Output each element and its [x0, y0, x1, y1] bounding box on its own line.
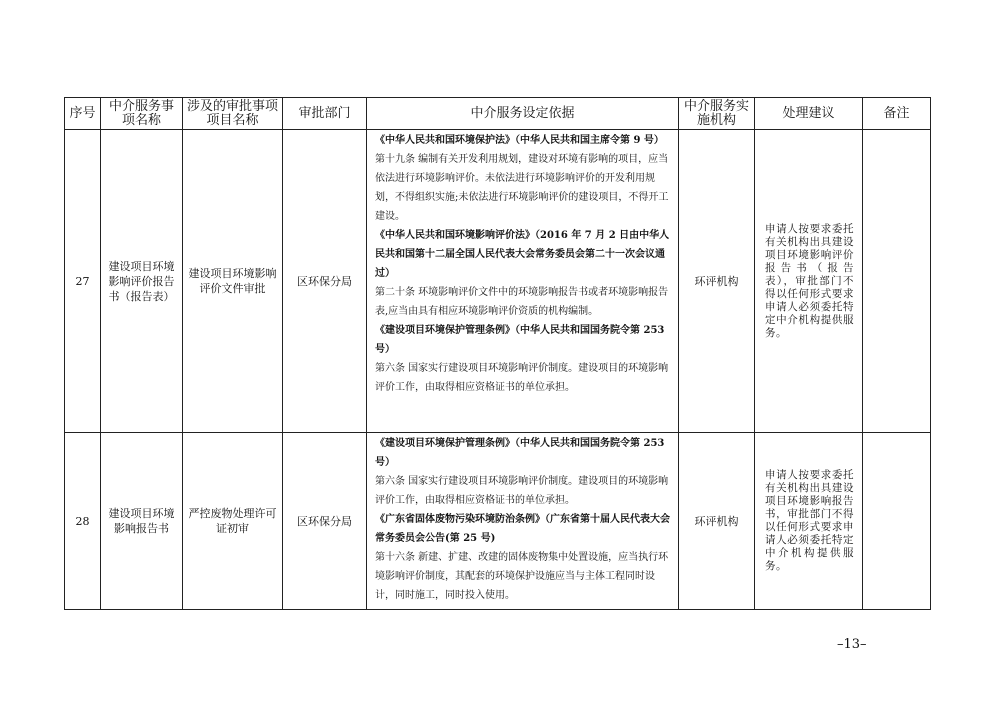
header-item: 中介服务事项名称	[101, 98, 183, 130]
table-row	[65, 130, 931, 433]
basis-article: 第十六条 新建、扩建、改建的固体废物集中处置设施，应当执行环境影响评价制度，其配套的环境保护设施应当与主体工程同时设计，同时施工，同时投入使用。	[375, 552, 669, 601]
mediation-services-table	[64, 97, 931, 610]
basis-law-title: 《中华人民共和国环境影响评价法》（2016 年 7 月 2 日由中华人民共和国第十二届全国人民代表大会常务委员会第二十一次会议通过）	[375, 230, 670, 279]
basis-law-title: 《建设项目环境保护管理条例》（中华人民共和国国务院令第 253 号）	[375, 325, 665, 355]
row-basis	[367, 130, 679, 433]
basis-article: 第六条 国家实行建设项目环境影响评价制度。建设项目的环境影响评价工作，由取得相应资格证书的单位承担。	[375, 363, 669, 393]
row-seq: 27	[65, 130, 101, 433]
header-suggestion: 处理建议	[755, 98, 863, 130]
basis-law-title: 《广东省固体废物污染环境防治条例》（广东省第十届人民代表大会常务委员会公告(第 25 号)	[375, 514, 670, 544]
row-item: 建设项目环境影响评价报告书（报告表）	[101, 130, 183, 433]
table-row	[65, 433, 931, 610]
table-header-row	[65, 98, 931, 130]
header-basis: 中介服务设定依据	[367, 98, 679, 130]
row-seq: 28	[65, 433, 101, 610]
row-note	[863, 130, 931, 433]
row-approval-item: 建设项目环境影响评价文件审批	[183, 130, 283, 433]
row-dept: 区环保分局	[283, 433, 367, 610]
row-approval-item: 严控废物处理许可证初审	[183, 433, 283, 610]
row-basis	[367, 433, 679, 610]
basis-article: 第二十条 环境影响评价文件中的环境影响报告书或者环境影响报告表,应当由具有相应环境影响评价资质的机构编制。	[375, 287, 669, 317]
row-item: 建设项目环境影响报告书	[101, 433, 183, 610]
basis-law-title: 《中华人民共和国环境保护法》（中华人民共和国主席令第 9 号）	[375, 135, 664, 146]
header-note: 备注	[863, 98, 931, 130]
header-dept: 审批部门	[283, 98, 367, 130]
header-agency: 中介服务实施机构	[679, 98, 755, 130]
row-agency: 环评机构	[679, 130, 755, 433]
basis-law-title: 《建设项目环境保护管理条例》（中华人民共和国国务院令第 253 号）	[375, 438, 665, 468]
row-note	[863, 433, 931, 610]
row-dept: 区环保分局	[283, 130, 367, 433]
row-suggestion: 申请人按要求委托有关机构出具建设项目环境影响评价报告书（报告表），审批部门不得以任何形式要求申请人必须委托特定中介机构提供服务。	[755, 130, 863, 433]
row-suggestion: 申请人按要求委托有关机构出具建设项目环境影响报告书，审批部门不得以任何形式要求申请人必须委托特定中介机构提供服务。	[755, 433, 863, 610]
page-number: –13–	[837, 637, 867, 652]
row-agency: 环评机构	[679, 433, 755, 610]
basis-article: 第十九条 编制有关开发利用规划，建设对环境有影响的项目，应当依法进行环境影响评价。未依法进行环境影响评价的开发利用规划，不得组织实施;未依法进行环境影响评价的建设项目，不得开工建设。	[375, 154, 669, 222]
header-seq: 序号	[65, 98, 101, 130]
header-approval-item: 涉及的审批事项项目名称	[183, 98, 283, 130]
basis-article: 第六条 国家实行建设项目环境影响评价制度。建设项目的环境影响评价工作，由取得相应资格证书的单位承担。	[375, 476, 669, 506]
